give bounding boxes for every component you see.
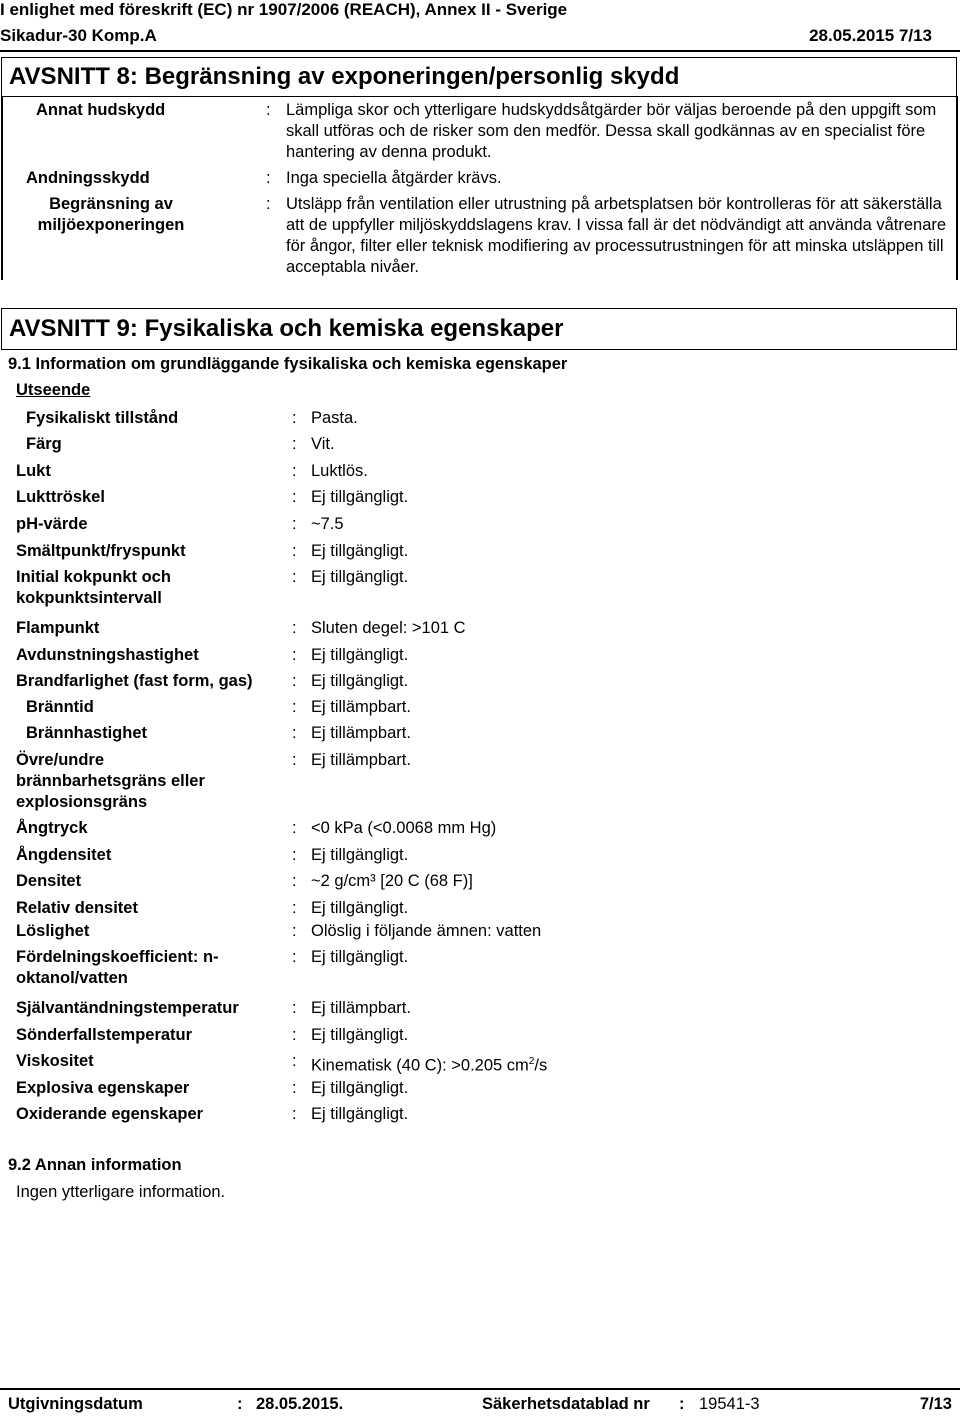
colon: : bbox=[292, 846, 297, 864]
prop-label-melting-point: Smältpunkt/fryspunkt bbox=[16, 542, 186, 560]
prop-value-color: Vit. bbox=[311, 435, 335, 453]
prop-value-odor-threshold: Ej tillgängligt. bbox=[311, 488, 409, 506]
prop-value-burning-time: Ej tillämpbart. bbox=[311, 698, 411, 716]
colon: : bbox=[292, 1052, 297, 1070]
appearance-heading: Utseende bbox=[16, 381, 91, 399]
sds-number-value: 19541-3 bbox=[699, 1395, 760, 1413]
product-name: Sikadur-30 Komp.A bbox=[0, 26, 157, 45]
colon: : bbox=[292, 488, 297, 506]
environmental-exposure-label: Begränsning av miljöexponeringen bbox=[37, 195, 185, 234]
prop-label-density: Densitet bbox=[16, 872, 82, 890]
respiratory-protection-label: Andningsskydd bbox=[26, 169, 150, 187]
prop-label-relative-density: Relativ densitet bbox=[16, 899, 138, 917]
prop-label-explosion-limits: Övre/undre brännbarhetsgräns eller explosionsgräns bbox=[16, 751, 205, 811]
colon: : bbox=[266, 169, 271, 187]
prop-label-boiling-point: Initial kokpunkt och kokpunktsintervall bbox=[16, 568, 171, 607]
prop-value-viscosity bbox=[311, 1051, 547, 1077]
colon: : bbox=[679, 1395, 685, 1413]
prop-label-viscosity: Viskositet bbox=[16, 1052, 94, 1070]
prop-label-flash-point: Flampunkt bbox=[16, 619, 100, 637]
prop-label-color: Färg bbox=[26, 435, 62, 453]
prop-value-physical-state: Pasta. bbox=[311, 409, 358, 427]
prop-value-oxidizing-properties: Ej tillgängligt. bbox=[311, 1105, 409, 1123]
colon: : bbox=[292, 672, 297, 690]
section8-title: AVSNITT 8: Begränsning av exponeringen/personlig skydd bbox=[1, 57, 957, 97]
prop-label-vapor-pressure: Ångtryck bbox=[16, 819, 88, 837]
issue-date-label: Utgivningsdatum bbox=[8, 1395, 143, 1413]
prop-value-melting-point: Ej tillgängligt. bbox=[311, 542, 409, 560]
viscosity-main: Kinematisk (40 C): >0.205 cm bbox=[311, 1056, 529, 1075]
prop-label-burning-rate: Brännhastighet bbox=[26, 724, 148, 742]
prop-value-flash-point: Sluten degel: >101 C bbox=[311, 619, 466, 637]
colon: : bbox=[237, 1395, 243, 1413]
prop-label-explosive-properties: Explosiva egenskaper bbox=[16, 1079, 190, 1097]
section9-title: AVSNITT 9: Fysikaliska och kemiska egenskaper bbox=[1, 308, 957, 350]
prop-value-partition-coefficient: Ej tillgängligt. bbox=[311, 948, 409, 966]
prop-label-odor: Lukt bbox=[16, 462, 51, 480]
prop-label-physical-state: Fysikaliskt tillstånd bbox=[26, 409, 179, 427]
prop-label-flammability: Brandfarlighet (fast form, gas) bbox=[16, 672, 253, 690]
prop-value-relative-density: Ej tillgängligt. bbox=[311, 899, 409, 917]
colon: : bbox=[292, 1079, 297, 1097]
prop-label-solubility: Löslighet bbox=[16, 922, 90, 940]
issue-date-value: 28.05.2015. bbox=[256, 1395, 344, 1413]
colon: : bbox=[292, 619, 297, 637]
subsection-9-1: 9.1 Information om grundläggande fysikaliska och kemiska egenskaper bbox=[8, 355, 568, 373]
prop-label-evaporation-rate: Avdunstningshastighet bbox=[16, 646, 199, 664]
colon: : bbox=[292, 948, 297, 966]
viscosity-unit-suffix: /s bbox=[534, 1056, 548, 1075]
date-page: 28.05.2015 7/13 bbox=[809, 26, 932, 45]
colon: : bbox=[292, 435, 297, 453]
colon: : bbox=[292, 922, 297, 940]
page-number: 7/13 bbox=[919, 1395, 952, 1413]
prop-value-explosion-limits: Ej tillämpbart. bbox=[311, 751, 411, 769]
prop-label-odor-threshold: Lukttröskel bbox=[16, 488, 105, 506]
prop-value-evaporation-rate: Ej tillgängligt. bbox=[311, 646, 409, 664]
colon: : bbox=[292, 819, 297, 837]
prop-label-decomposition-temp: Sönderfallstemperatur bbox=[16, 1026, 193, 1044]
prop-value-autoignition: Ej tillämpbart. bbox=[311, 999, 411, 1017]
other-information-text: Ingen ytterligare information. bbox=[16, 1183, 226, 1201]
footer-divider bbox=[0, 1388, 960, 1390]
prop-value-ph: ~7.5 bbox=[311, 515, 344, 533]
prop-value-solubility: Olöslig i följande ämnen: vatten bbox=[311, 922, 542, 940]
prop-value-density: ~2 g/cm³ [20 C (68 F)] bbox=[311, 872, 473, 890]
colon: : bbox=[292, 999, 297, 1017]
sds-number-label: Säkerhetsdatablad nr bbox=[482, 1395, 650, 1413]
colon: : bbox=[292, 646, 297, 664]
prop-label-autoignition: Självantändningstemperatur bbox=[16, 999, 239, 1017]
viscosity-superscript: 2 bbox=[528, 1056, 535, 1067]
colon: : bbox=[292, 1026, 297, 1044]
colon: : bbox=[266, 101, 271, 119]
subsection-9-2: 9.2 Annan information bbox=[8, 1156, 182, 1174]
prop-value-vapor-pressure: <0 kPa (<0.0068 mm Hg) bbox=[311, 819, 497, 837]
prop-label-oxidizing-properties: Oxiderande egenskaper bbox=[16, 1105, 204, 1123]
colon: : bbox=[292, 698, 297, 716]
colon: : bbox=[292, 872, 297, 890]
colon: : bbox=[292, 899, 297, 917]
prop-value-boiling-point: Ej tillgängligt. bbox=[311, 568, 409, 586]
prop-value-flammability: Ej tillgängligt. bbox=[311, 672, 409, 690]
prop-value-decomposition-temp: Ej tillgängligt. bbox=[311, 1026, 409, 1044]
prop-label-vapor-density: Ångdensitet bbox=[16, 846, 112, 864]
prop-label-ph: pH-värde bbox=[16, 515, 88, 533]
prop-value-vapor-density: Ej tillgängligt. bbox=[311, 846, 409, 864]
colon: : bbox=[266, 195, 271, 213]
prop-value-burning-rate: Ej tillämpbart. bbox=[311, 724, 411, 742]
colon: : bbox=[292, 724, 297, 742]
environmental-exposure-text: Utsläpp från ventilation eller utrustning på arbetsplatsen bör kontrolleras för att säkerställa att de uppfyller miljöskyddslagens krav. I vissa fall är det nödvändigt att använda våtrenare för ångor, filter eller teknisk modifiering av processutrustningen för att minska utsläppen till acceptabla nivåer. bbox=[286, 195, 947, 276]
section8-right-border bbox=[956, 96, 958, 280]
header-divider bbox=[0, 50, 960, 52]
colon: : bbox=[292, 542, 297, 560]
section8-left-border bbox=[1, 96, 3, 280]
colon: : bbox=[292, 751, 297, 769]
colon: : bbox=[292, 1105, 297, 1123]
prop-value-odor: Luktlös. bbox=[311, 462, 368, 480]
prop-label-partition-coefficient: Fördelningskoefficient: n-oktanol/vatten bbox=[16, 948, 219, 987]
prop-label-burning-time: Bränntid bbox=[26, 698, 94, 716]
regulation-header: I enlighet med föreskrift (EC) nr 1907/2006 (REACH), Annex II - Sverige bbox=[0, 0, 568, 19]
colon: : bbox=[292, 568, 297, 586]
skin-protection-label: Annat hudskydd bbox=[36, 101, 166, 119]
prop-value-explosive-properties: Ej tillgängligt. bbox=[311, 1079, 409, 1097]
colon: : bbox=[292, 462, 297, 480]
respiratory-protection-text: Inga speciella åtgärder krävs. bbox=[286, 169, 502, 187]
colon: : bbox=[292, 515, 297, 533]
skin-protection-text: Lämpliga skor och ytterligare hudskyddsåtgärder bör väljas beroende på den uppgift som skall utföras och de risker som den medför. Dessa skall godkännas av en specialist före hantering av denna produkt. bbox=[286, 101, 937, 161]
colon: : bbox=[292, 409, 297, 427]
